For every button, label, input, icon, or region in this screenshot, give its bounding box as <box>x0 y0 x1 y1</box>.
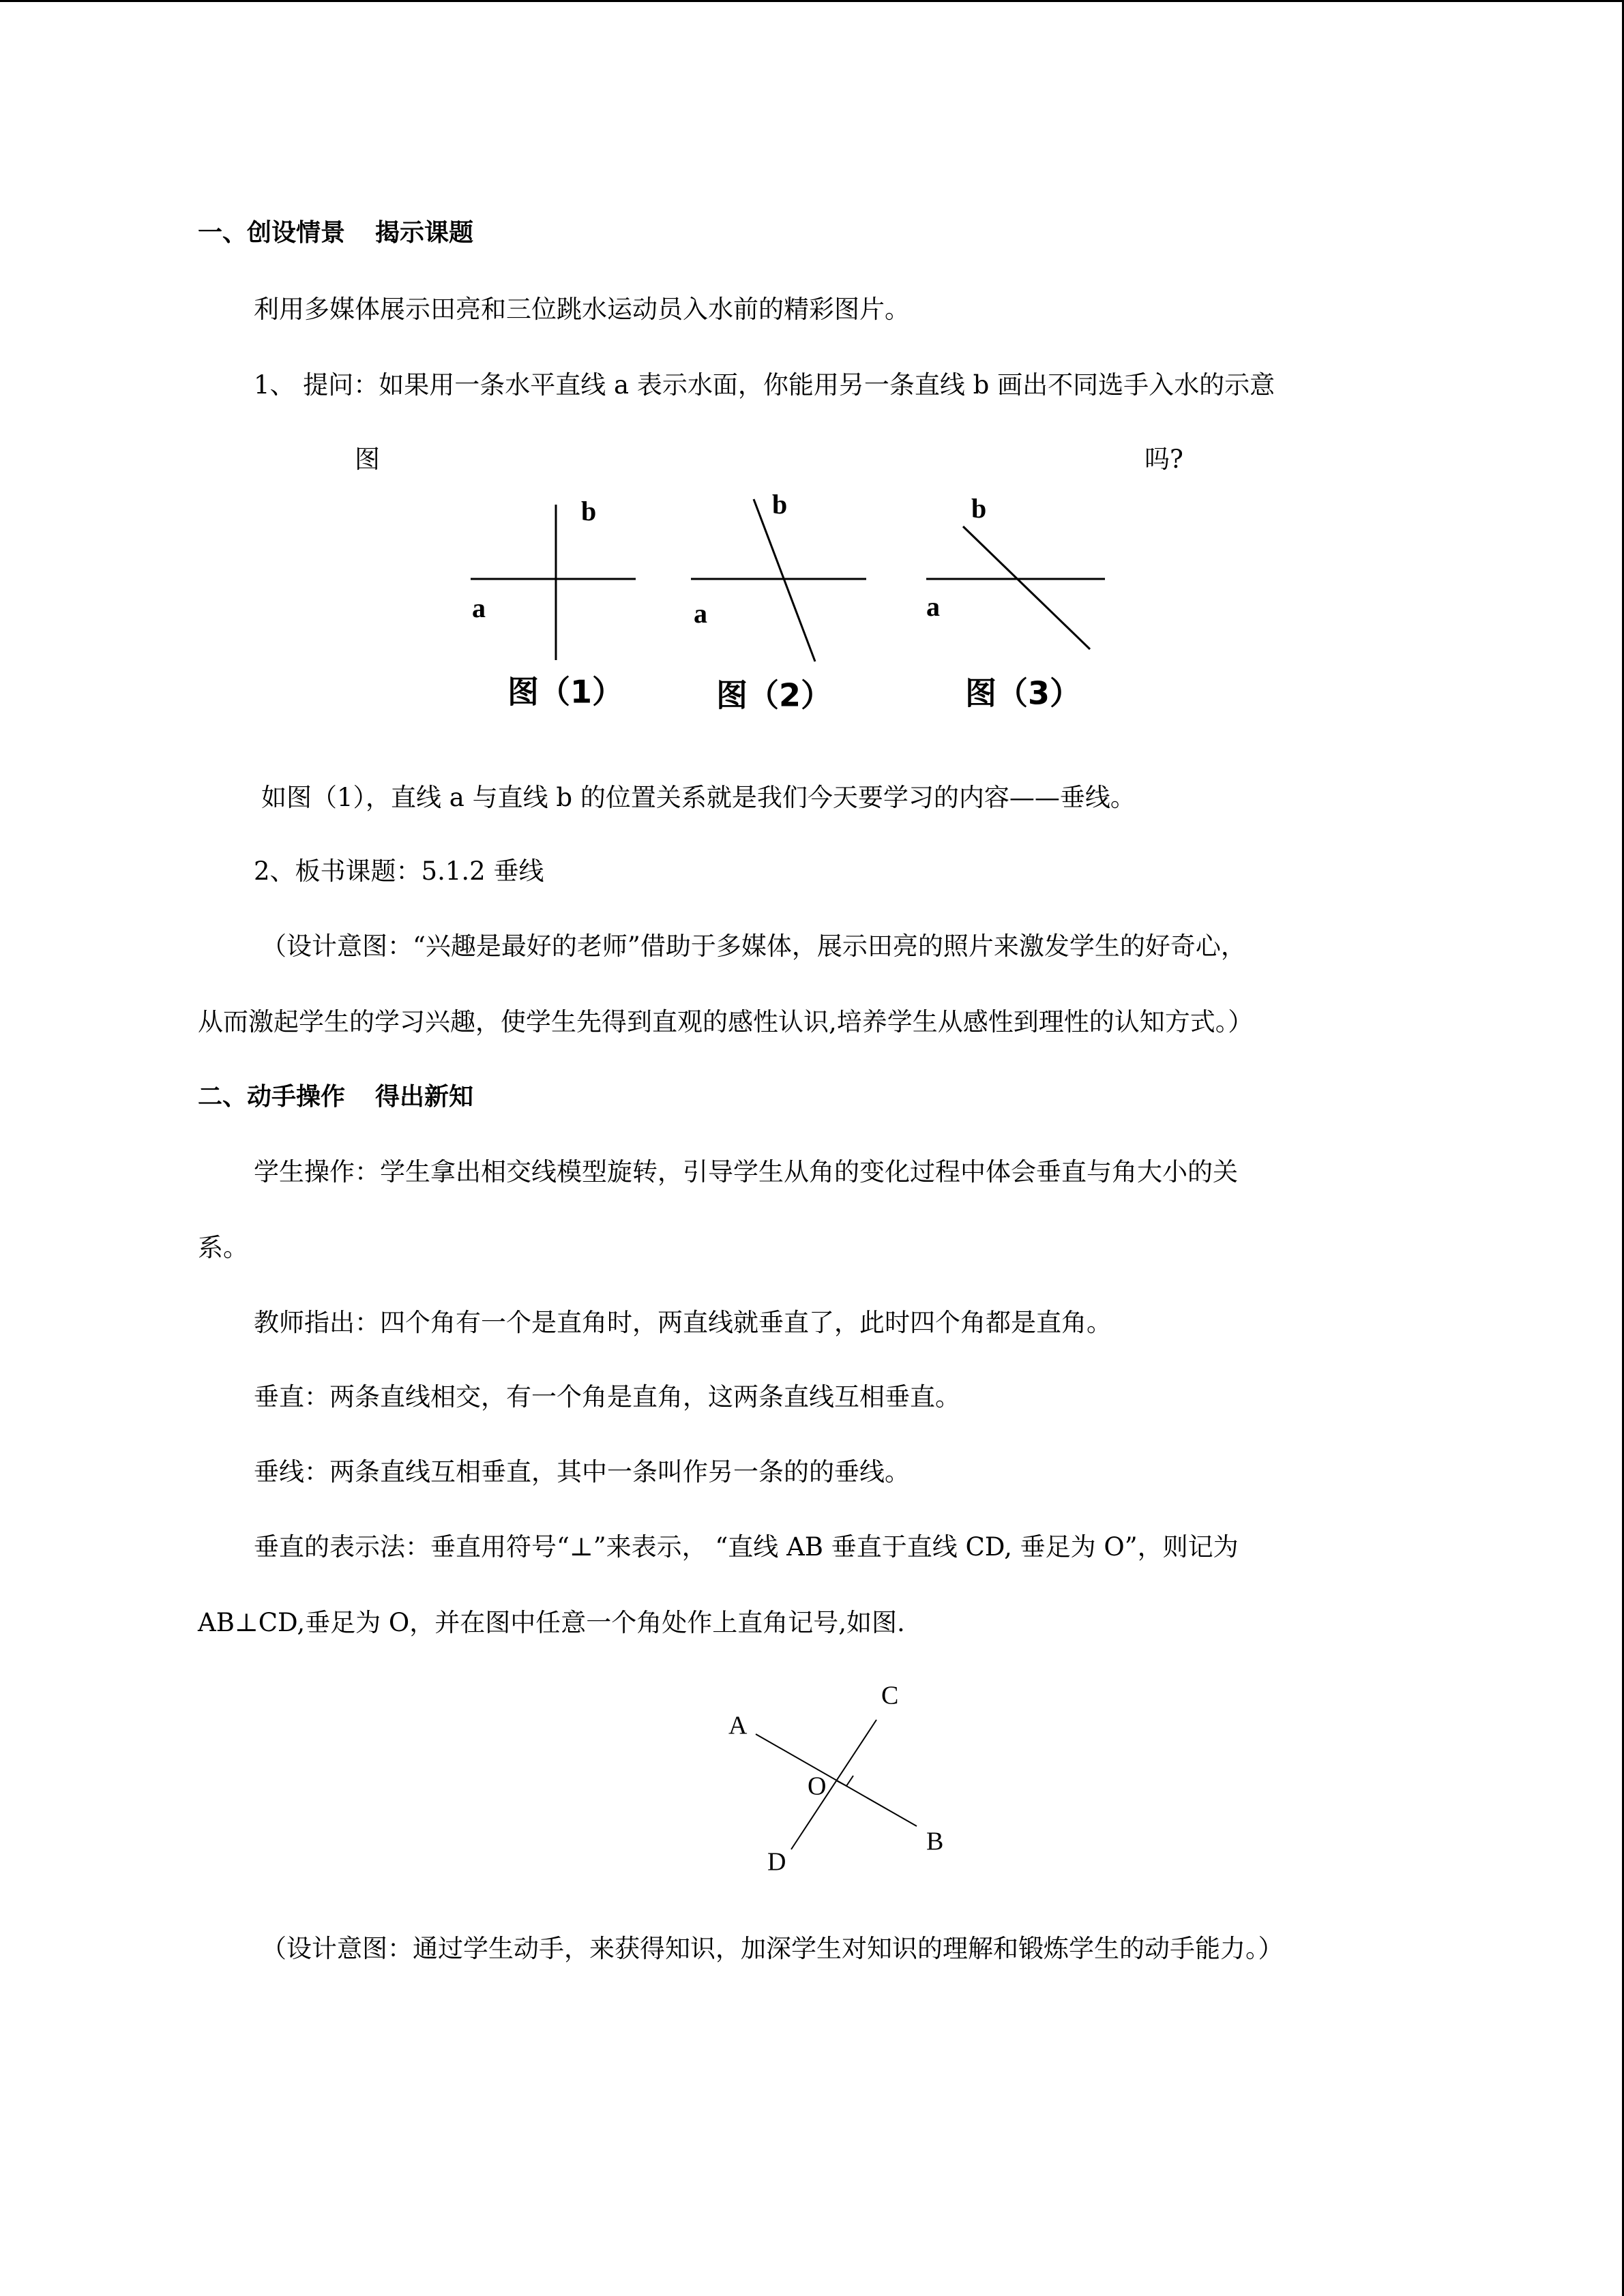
section2-heading-part2: 得出新知 <box>375 1083 474 1111</box>
definition-perpendicular-line: 垂线：两条直线互相垂直，其中一条叫作另一条的的垂线。 <box>254 1457 910 1487</box>
caption: 图（1） <box>507 673 624 711</box>
line-b <box>963 526 1090 649</box>
section1-heading-part1: 一、创设情景 <box>198 219 346 247</box>
question-1-tail-left: 图 <box>355 445 380 474</box>
figure-2 <box>685 490 883 724</box>
section2-heading <box>198 1081 473 1114</box>
question-1-tail-right: 吗? <box>1145 445 1183 474</box>
design-intent-1-line2: 从而激起学生的学习兴趣，使学生先得到直观的感性认识,培养学生从感性到理性的认知方式。） <box>198 1007 1254 1037</box>
label-a: a <box>694 598 707 629</box>
figure-1 <box>450 490 648 724</box>
student-operation-line1: 学生操作：学生拿出相交线模型旋转，引导学生从角的变化过程中体会垂直与角大小的关 <box>254 1157 1238 1187</box>
line-CD <box>791 1720 876 1849</box>
section1-heading <box>198 217 473 250</box>
caption: 图（2） <box>716 676 833 714</box>
definition-perpendicular: 垂直：两条直线相交，有一个角是直角，这两条直线互相垂直。 <box>254 1382 960 1412</box>
line-b <box>754 499 815 661</box>
caption: 图（3） <box>965 674 1082 712</box>
board-title: 2、板书课题：5.1.2 垂线 <box>254 856 544 886</box>
student-operation-line2: 系。 <box>198 1233 248 1262</box>
label-C: C <box>881 1681 899 1710</box>
teacher-note: 教师指出：四个角有一个是直角时，两直线就垂直了，此时四个角都是直角。 <box>254 1308 1112 1337</box>
label-D: D <box>767 1847 786 1877</box>
label-b: b <box>772 490 788 520</box>
question-1: 1、 提问：如果用一条水平直线 a 表示水面，你能用另一条直线 b 画出不同选手入水的示意 <box>254 370 1275 400</box>
perpendicular-diagram <box>716 1671 975 1898</box>
top-border <box>0 0 1624 2</box>
figure-3 <box>914 490 1119 724</box>
design-intent-2: （设计意图：通过学生动手，来获得知识，加深学生对知识的理解和锻炼学生的动手能力。） <box>261 1934 1284 1963</box>
label-a: a <box>926 591 940 623</box>
label-O: O <box>808 1772 827 1801</box>
section1-heading-part2: 揭示课题 <box>375 219 474 247</box>
intro-paragraph: 利用多媒体展示田亮和三位跳水运动员入水前的精彩图片。 <box>254 295 910 324</box>
label-B: B <box>926 1827 944 1856</box>
explanation: 如图（1），直线 a 与直线 b 的位置关系就是我们今天要学习的内容——垂线。 <box>261 783 1136 812</box>
notation-line2: AB⊥CD,垂足为 O，并在图中任意一个角处作上直角记号,如图. <box>198 1608 905 1637</box>
design-intent-1-line1: （设计意图：“兴趣是最好的老师”借助于多媒体，展示田亮的照片来激发学生的好奇心， <box>261 931 1246 961</box>
label-b: b <box>971 493 987 524</box>
label-b: b <box>581 496 597 527</box>
section2-heading-part1: 二、动手操作 <box>198 1083 346 1111</box>
label-a: a <box>472 593 486 624</box>
label-A: A <box>728 1711 748 1740</box>
notation-line1: 垂直的表示法：垂直用符号“⊥”来表示， “直线 AB 垂直于直线 CD, 垂足为 O”，则记为 <box>254 1532 1239 1562</box>
